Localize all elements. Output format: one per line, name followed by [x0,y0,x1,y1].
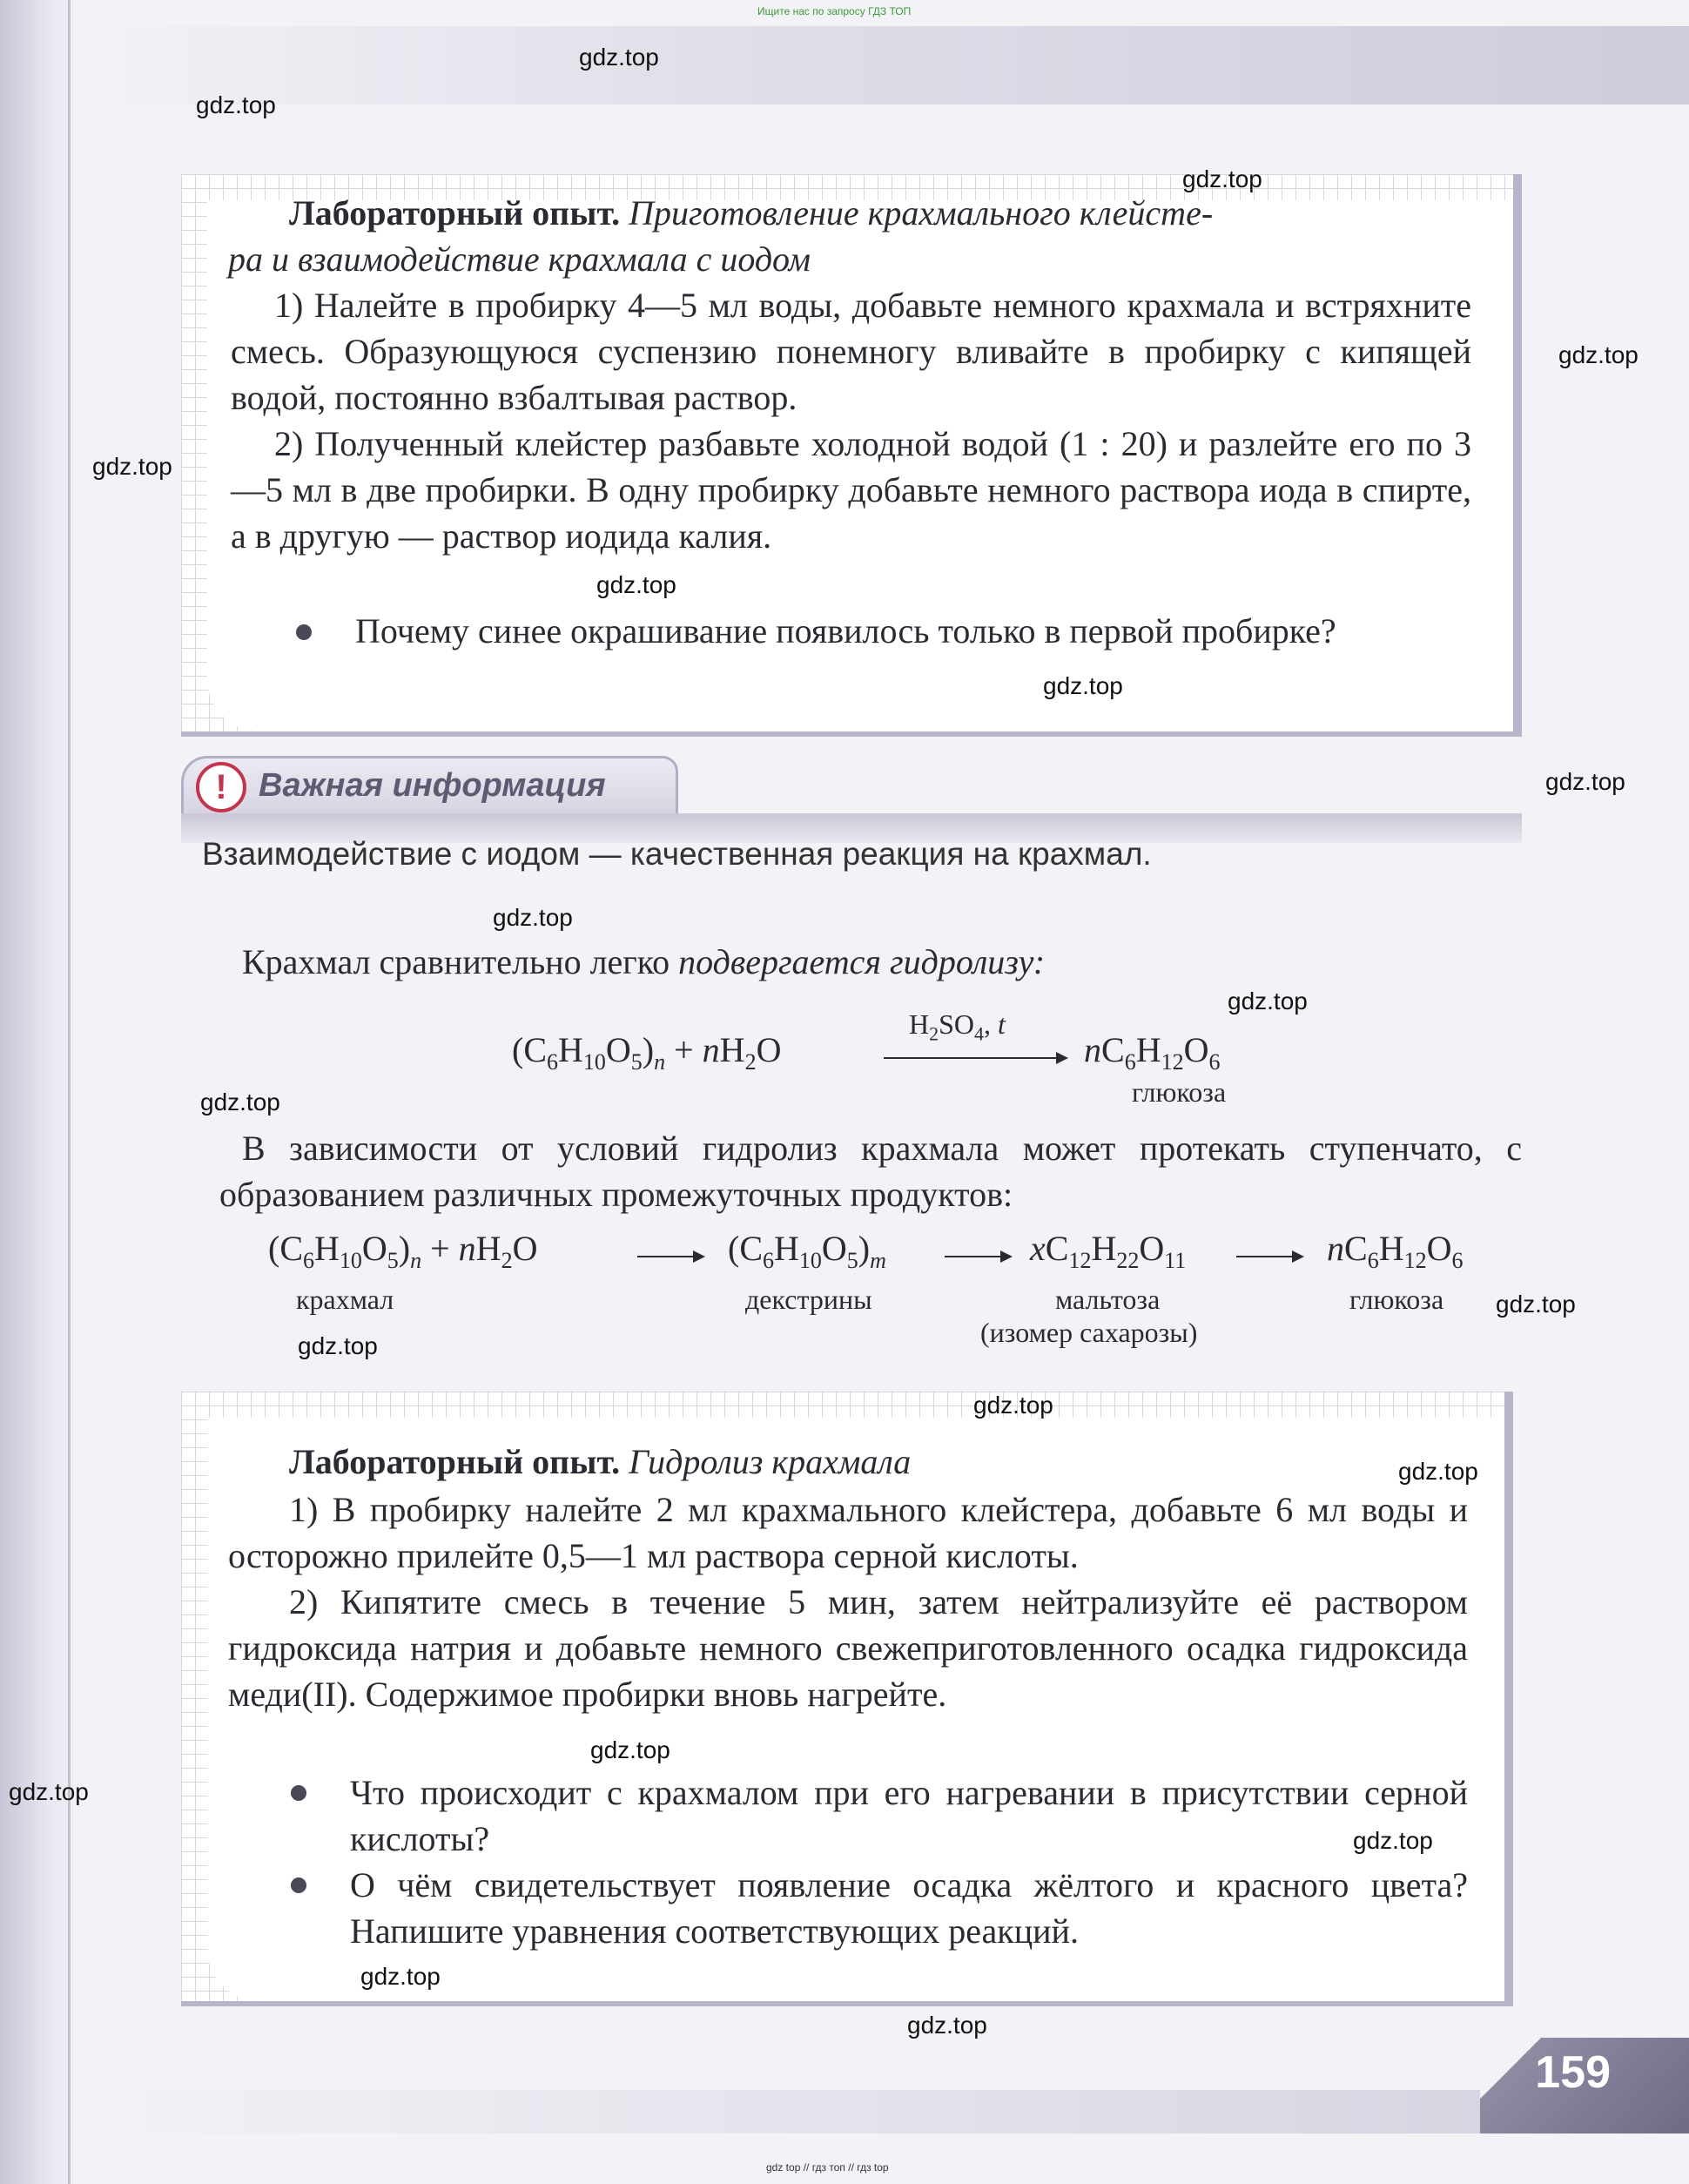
lab1-title-italic-2: ра и взаимодействие крахмала с иодом [228,239,811,279]
equation-2-maltose: $xC_{12}H_{22}O_{11}$ [1030,1229,1187,1273]
lab1-title-bold: Лабораторный опыт. [289,193,621,233]
page-number: 159 [1535,2047,1611,2098]
watermark: gdz.top [1558,341,1639,368]
lab2-step1: 1) В пробирку налейте 2 мл крахмального клейстера, добавьте 6 мл воды и осторожно прилейте 0,5—1 мл раствора серной кислоты. [228,1490,1468,1575]
equation-2-dextrins: $(C_6H_{10}O_5)_m$ [728,1229,886,1273]
search-hint: Ищите нас по запросу ГДЗ ТОП [757,5,912,17]
equation-1-left: $(C_6H_{10}O_5)_n + nH_2O$ [512,1030,782,1075]
lab1-step1: 1) Налейте в пробирку 4—5 мл воды, добавьте немного крахмала и встряхните смесь. Образующуюся суспензию понемногу вливайте в пробирку с кипящей водой, постоянно взбалтывая раствор. [231,286,1471,417]
book-spine [0,0,78,2184]
lab2-title [228,1439,1473,1485]
watermark: gdz.top [973,1392,1053,1419]
hydrolysis-intro: Крахмал сравнительно легко подвергается гидролизу: [242,942,1046,981]
bullet-icon [291,1785,306,1801]
watermark: gdz.top [493,904,573,931]
watermark: gdz.top [92,453,172,480]
equation-2-starch: $(C_6H_{10}O_5)_n + nH_2O$ [268,1229,538,1273]
watermark: gdz.top [9,1778,89,1805]
hydrolysis-steps-text: В зависимости от условий гидролиз крахмала может протекать ступенчато, с образованием различных промежуточных продуктов: [219,1129,1522,1214]
label-glucose-2: глюкоза [1349,1284,1444,1315]
label-dextrins: декстрины [745,1284,872,1315]
exclamation-icon: ! [196,762,246,812]
footer-links: gdz top // гдз топ // гдз top [766,2161,889,2174]
label-starch: крахмал [296,1284,394,1315]
watermark: gdz.top [596,571,676,598]
arrow-icon [637,1256,703,1257]
watermark: gdz.top [907,2012,987,2039]
watermark: gdz.top [298,1332,378,1359]
info-title: Важная информация [259,767,606,804]
lab2-step2: 2) Кипятите смесь в течение 5 мин, затем нейтрализуйте её раствором гидроксида натрия и добавьте немного свежеприготовленного осадка гидроксида меди(II). Содержимое пробирки вновь нагрейте. [228,1582,1468,1714]
watermark: gdz.top [1398,1458,1478,1485]
watermark: gdz.top [1228,988,1308,1014]
watermark: gdz.top [1043,672,1123,699]
watermark: gdz.top [1496,1291,1576,1318]
info-tab [181,756,678,816]
lab1-title-italic-1: Приготовление крахмального клейсте- [629,193,1214,233]
arrow-icon [884,1057,1067,1059]
equation-2-glucose: $nC_6H_{12}O_6$ [1327,1229,1464,1273]
watermark: gdz.top [1545,768,1625,795]
lab2-question1: Что происходит с крахмалом при его нагревании в присутствии серной кислоты? [350,1773,1468,1858]
page-number-tab [1480,2038,1689,2133]
bullet-icon [296,624,312,640]
arrow-icon [945,1256,1011,1257]
watermark: gdz.top [200,1089,280,1116]
watermark: gdz.top [579,44,659,71]
lab1-title [228,190,1473,282]
lab1-step2: 2) Полученный клейстер разбавьте холодной водой (1 : 20) и разлейте его по 3—5 мл в две пробирки. В одну пробирку добавьте немного раствора иода в спирте, а в другую — раствор иодида калия. [231,424,1471,556]
bottom-decor-band [78,2090,1480,2133]
label-maltose: мальтоза [1055,1284,1161,1315]
lab2-title-bold: Лабораторный опыт. [289,1442,621,1481]
arrow-icon [1236,1256,1302,1257]
lab1-question: Почему синее окрашивание появилось только в первой пробирке? [355,611,1336,650]
equation-1-condition: $H_2SO_4$, t [909,1008,1006,1045]
lab2-question2: О чём свидетельствует появление осадка жёлтого и красного цвета? Напишите уравнения соответствующих реакций. [350,1865,1468,1951]
watermark: gdz.top [590,1736,670,1763]
bullet-icon [291,1877,306,1893]
lab2-title-italic: Гидролиз крахмала [629,1442,912,1481]
spine-fold [68,0,71,2184]
watermark: gdz.top [1353,1827,1433,1854]
label-sucrose-isomer: (изомер сахарозы) [980,1317,1198,1348]
top-decor-band [78,26,1689,104]
watermark: gdz.top [360,1963,441,1990]
watermark: gdz.top [196,91,276,118]
label-glucose-1: глюкоза [1132,1076,1227,1108]
watermark: gdz.top [1182,165,1262,192]
equation-1-right: $nC_6H_{12}O_6$ [1084,1030,1221,1075]
info-text: Взаимодействие с иодом — качественная реакция на крахмал. [202,836,1152,872]
